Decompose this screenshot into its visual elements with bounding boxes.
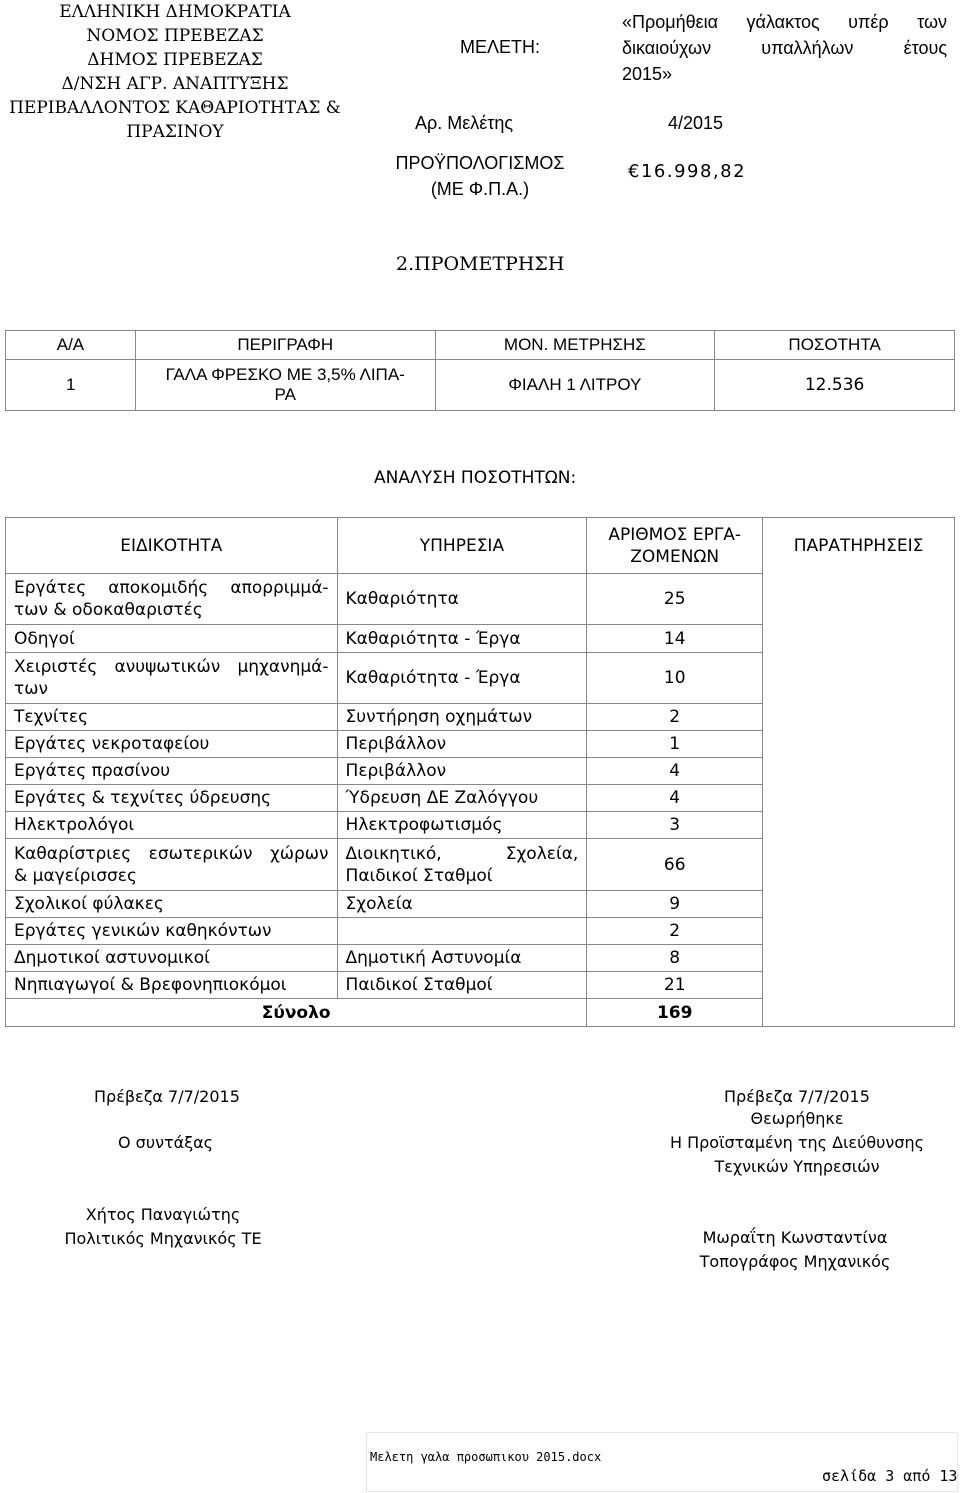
org-line: ΕΛΛΗΝΙΚΗ ΔΗΜΟΚΡΑΤΙΑ (59, 2, 291, 22)
org-line: ΠΡΑΣΙΝΟΥ (126, 122, 224, 142)
service-cell: Ύδρευση ΔΕ Ζαλόγγου (337, 785, 587, 812)
count-cell: 1 (587, 731, 763, 758)
specialty-line: Χειριστές ανυψωτικών μηχανημά- (14, 657, 329, 677)
service-cell: Περιβάλλον (337, 758, 587, 785)
count-cell: 21 (587, 972, 763, 999)
specialty-line: των (14, 679, 48, 699)
study-title-line: δικαιούχων υπαλλήλων έτους (622, 38, 947, 58)
organization-header (0, 0, 350, 144)
count-cell: 10 (587, 653, 763, 704)
specialty-cell: Εργάτες πρασίνου (6, 758, 338, 785)
service-cell: Σχολεία (337, 891, 587, 918)
specialty-line: των & οδοκαθαριστές (14, 600, 203, 620)
total-count: 169 (587, 999, 763, 1027)
budget-label-line: (ΜΕ Φ.Π.Α.) (430, 179, 530, 199)
right-signature-date: Πρέβεζα 7/7/2015 (724, 1087, 870, 1106)
header-count (587, 518, 763, 574)
header-aa: Α/Α (6, 331, 136, 360)
specialty-cell (6, 839, 338, 891)
specialty-cell: Τεχνίτες (6, 704, 338, 731)
description-line: ΡΑ (274, 385, 296, 404)
right-role-line: Τεχνικών Υπηρεσιών (714, 1157, 880, 1176)
service-cell: Συντήρηση οχημάτων (337, 704, 587, 731)
count-cell: 4 (587, 758, 763, 785)
service-cell: Παιδικοί Σταθμοί (337, 972, 587, 999)
service-cell: Καθαριότητα - Έργα (337, 653, 587, 704)
staff-table (5, 517, 955, 1027)
org-line: Δ/ΝΣΗ ΑΓΡ. ΑΝΑΠΤΥΞΗΣ (61, 74, 289, 94)
service-cell (337, 839, 587, 891)
specialty-cell: Εργάτες γενικών καθηκόντων (6, 918, 338, 945)
service-line: Διοικητικό, Σχολεία, (345, 843, 579, 864)
count-cell: 3 (587, 812, 763, 839)
header-count-line: ΖΟΜΕΝΩΝ (630, 546, 720, 567)
right-signature-block (662, 1226, 928, 1274)
count-cell: 2 (587, 918, 763, 945)
count-cell: 8 (587, 945, 763, 972)
left-signature-role: Ο συντάξας (118, 1133, 214, 1152)
row-description (135, 360, 435, 411)
header-description: ΠΕΡΙΓΡΑΦΗ (135, 331, 435, 360)
count-cell: 25 (587, 574, 763, 625)
header-remarks: ΠΑΡΑΤΗΡΗΣΕΙΣ (763, 518, 955, 1027)
specialty-cell: Εργάτες νεκροταφείου (6, 731, 338, 758)
count-cell: 66 (587, 839, 763, 891)
row-aa: 1 (6, 360, 136, 411)
measurement-table (5, 330, 955, 411)
specialty-cell (6, 653, 338, 704)
analysis-title: ΑΝΑΛΥΣΗ ΠΟΣΟΤΗΤΩΝ: (374, 468, 577, 488)
header-quantity: ΠΟΣΟΤΗΤΑ (715, 331, 955, 360)
specialty-cell: Νηπιαγωγοί & Βρεφονηπιοκόμοι (6, 972, 338, 999)
staff-header-row (6, 518, 955, 574)
service-cell: Δημοτική Αστυνομία (337, 945, 587, 972)
specialty-line: Καθαρίστριες εσωτερικών χώρων (14, 843, 329, 864)
service-cell: Περιβάλλον (337, 731, 587, 758)
study-number-label: Αρ. Μελέτης (415, 113, 514, 133)
specialty-cell: Δημοτικοί αστυνομικοί (6, 945, 338, 972)
left-signature-name: Χήτος Παναγιώτης (85, 1205, 241, 1224)
specialty-cell: Σχολικοί φύλακες (6, 891, 338, 918)
description-line: ΓΑΛΑ ΦΡΕΣΚΟ ΜΕ 3,5% ΛΙΠΑ- (165, 365, 405, 384)
count-cell: 4 (587, 785, 763, 812)
budget-label (370, 150, 590, 202)
count-cell: 2 (587, 704, 763, 731)
budget-value: €16.998,82 (628, 161, 747, 182)
measurement-header-row (6, 331, 955, 360)
row-unit: ΦΙΑΛΗ 1 ΛΙΤΡΟΥ (435, 360, 715, 411)
study-title (622, 9, 947, 87)
service-cell: Ηλεκτροφωτισμός (337, 812, 587, 839)
org-line: ΠΕΡΙΒΑΛΛΟΝΤΟΣ ΚΑΘΑΡΙΟΤΗΤΑΣ & (9, 98, 341, 118)
left-signature-title: Πολιτικός Μηχανικός ΤΕ (64, 1229, 262, 1248)
footer-page-number: σελίδα 3 από 13 (822, 1467, 958, 1485)
count-cell: 14 (587, 625, 763, 653)
header-service: ΥΠΗΡΕΣΙΑ (337, 518, 587, 574)
specialty-line: Εργάτες αποκομιδής απορριμμά- (14, 578, 329, 598)
service-cell: Καθαριότητα - Έργα (337, 625, 587, 653)
right-role-line: Η Προϊσταμένη της Διεύθυνσης (670, 1133, 924, 1152)
service-cell (337, 918, 587, 945)
measurement-row (6, 360, 955, 411)
service-cell: Καθαριότητα (337, 574, 587, 625)
service-line: Παιδικοί Σταθμοί (345, 865, 493, 886)
header-unit: ΜΟΝ. ΜΕΤΡΗΣΗΣ (435, 331, 715, 360)
specialty-cell: Εργάτες & τεχνίτες ύδρευσης (6, 785, 338, 812)
specialty-cell: Ηλεκτρολόγοι (6, 812, 338, 839)
org-line: ΔΗΜΟΣ ΠΡΕΒΕΖΑΣ (87, 50, 263, 70)
study-title-line: 2015» (622, 64, 673, 84)
specialty-line: & μαγείρισσες (14, 865, 137, 886)
specialty-cell (6, 574, 338, 625)
right-signature-title: Τοπογράφος Μηχανικός (699, 1252, 891, 1271)
study-label: ΜΕΛΕΤΗ: (460, 37, 541, 57)
specialty-cell: Οδηγοί (6, 625, 338, 653)
right-signature-name: Μωραΐτη Κωνσταντίνα (702, 1228, 888, 1247)
org-line: ΝΟΜΟΣ ΠΡΕΒΕΖΑΣ (86, 26, 264, 46)
total-label: Σύνολο (6, 999, 587, 1027)
header-count-line: ΑΡΙΘΜΟΣ ΕΡΓΑ- (608, 524, 742, 545)
study-number: 4/2015 (668, 113, 724, 133)
footer-filename: Μελετη γαλα προσωπικου 2015.docx (370, 1450, 602, 1464)
right-role-line: Θεωρήθηκε (750, 1109, 844, 1128)
left-signature-date: Πρέβεζα 7/7/2015 (94, 1087, 240, 1106)
section-title: 2.ΠΡΟΜΕΤΡΗΣΗ (396, 253, 565, 275)
study-title-line: «Προμήθεια γάλακτος υπέρ των (622, 12, 947, 32)
budget-label-line: ΠΡΟΫΠΟΛΟΓΙΣΜΟΣ (395, 153, 565, 173)
header-specialty: ΕΙΔΙΚΟΤΗΤΑ (6, 518, 338, 574)
count-cell: 9 (587, 891, 763, 918)
right-signature-role (652, 1107, 942, 1179)
left-signature-block (40, 1203, 286, 1251)
row-quantity: 12.536 (715, 360, 955, 411)
